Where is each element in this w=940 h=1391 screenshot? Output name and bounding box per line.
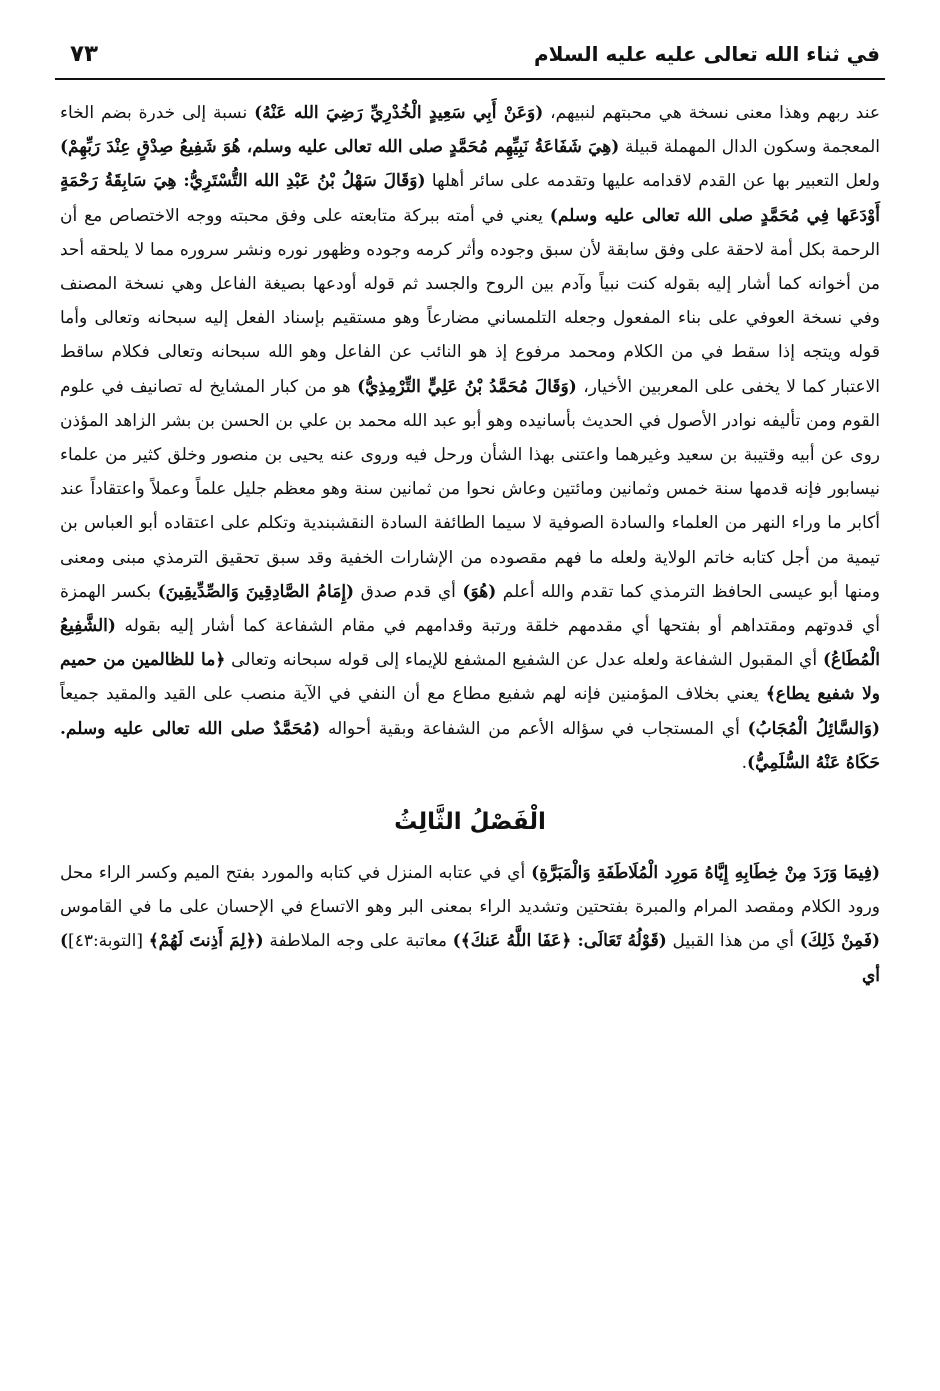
paragraph-1-bold-segment: (هِيَ شَفَاعَةُ نَبِيِّهِم مُحَمَّدٍ صلى الله تعالى عليه وسلم، هُوَ شَفِيعُ صِدْقٍ عِنْدَ رَبِّهِمْ) bbox=[60, 137, 620, 158]
paragraph-2-bold-segment: (فِيمَا وَرَدَ مِنْ خِطَابِهِ إِيَّاهُ مَورِد الْمُلَاطَفَةِ وَالْمَبَرَّةِ) bbox=[531, 863, 880, 884]
paragraph-1-segment: نسبة إلى خدرة بضم الخاء المعجمة وسكون الدال المهملة قبيلة bbox=[60, 103, 880, 158]
paragraph-2-segment: معاتبة على وجه الملاطفة bbox=[263, 931, 453, 952]
paragraph-1-segment: أي قدم صدق bbox=[354, 581, 463, 602]
page-number: ٧٣ bbox=[70, 41, 99, 67]
paragraph-1-bold-segment: ﴿ما للظالمين من حميم ولا شفيع يطاع﴾ bbox=[60, 650, 880, 705]
paragraph-2-bold-segment: (فَمِنْ ذَلِكَ) bbox=[799, 931, 881, 952]
paragraph-1-bold-segment: (وَقَالَ سَهْلُ بْنُ عَبْدِ الله التُّسْتَرِيُّ: هِيَ سَابِقَةُ رَحْمَةٍ أَوْدَعَها فِي مُحَمَّدٍ صلى الله تعالى عليه وسلم) bbox=[60, 171, 880, 226]
paragraph-1-bold-segment: (مُحَمَّدٌ صلى الله تعالى عليه وسلم. حَكَاهُ عَنْهُ السُّلَمِيُّ) bbox=[60, 718, 880, 773]
paragraph-1-bold-segment: (وَعَنْ أَبِي سَعِيدٍ الْخُدْرِيِّ رَضِيَ الله عَنْهُ) bbox=[254, 103, 544, 123]
paragraph-1-segment: أي المستجاب في سؤاله الأعم من الشفاعة وبقية أحواله bbox=[320, 718, 748, 739]
header-rule bbox=[55, 78, 885, 80]
paragraph-1 bbox=[60, 96, 880, 780]
paragraph-2-segment: [التوبة:٤٣] bbox=[68, 931, 149, 952]
running-title: في ثناء الله تعالى عليه عليه السلام bbox=[533, 42, 880, 66]
paragraph-1-segment: عند ربهم وهذا معنى نسخة هي محبتهم لنبيهم، bbox=[543, 103, 880, 123]
paragraph-1-bold-segment: (الشَّفِيعُ الْمُطَاعُ) bbox=[60, 616, 881, 671]
paragraph-1-bold-segment: (وَقَالَ مُحَمَّدُ بْنُ عَلِيٍّ التِّرْمِذِيُّ) bbox=[357, 376, 577, 397]
paragraph-2-bold-segment: (﴿لِمَ أَذِنتَ لَهُمْ﴾ bbox=[148, 931, 264, 952]
paragraph-2-segment: أي في عتابه المنزل في كتابه والمورد بفتح الميم وكسر الراء محل ورود الكلام ومقصد المرام والمبرة بفتحتين وتشديد الراء بمعنى البر وهو الاتساع في الإحسان على ما في القاموس bbox=[60, 863, 880, 918]
paragraph-1-segment: بكسر الهمزة أي قدوتهم ومقتداهم أو بفتحها أي مقدمهم خلقة ورتبة وقدامهم في مقام الشفاعة كما أشار إليه بقوله bbox=[60, 581, 880, 637]
body-text bbox=[60, 96, 880, 993]
running-header bbox=[60, 32, 880, 68]
paragraph-1-bold-segment: (وَالسَّائِلُ الْمُجَابُ) bbox=[747, 718, 880, 739]
paragraph-1-segment: أي المقبول الشفاعة ولعله عدل عن الشفيع المشفع للإيماء إلى قوله سبحانه وتعالى bbox=[225, 650, 823, 671]
section-heading: الْفَصْلُ الثَّالِثُ bbox=[394, 809, 546, 836]
paragraph-1-bold-segment: (إِمَامُ الصَّادِقِينَ وَالصِّدِّيقِينَ) bbox=[157, 581, 355, 602]
paragraph-1-segment: . bbox=[741, 752, 748, 773]
paragraph-1-segment: يعني في أمته ببركة متابعته على وفق محبته ووجه الاختصاص مع أن الرحمة بكل أمة لاحقة على وفق سابقة لأن سبق وجوده وأثر كرمه وجوده وظهور نوره ونشر سروره مما لا يلحقه أحد من أخوانه كما أشار إليه بقوله كنت نبياً وآدم بين الروح والجسد ثم قوله أودعها بصيغة الفاعل وهي نسخة المصنف وفي نسخة العوفي على بناء المفعول وجعله التلمساني مضارعاً وهو مستقيم بإسناد الفعل إليه سبحانه وتعالى وأما قوله ويتجه إذا سقط في من الكلام ومحمد مرفوع إذ هو النائب عن الفاعل وهو الله سبحانه وتعالى فكلام ساقط الاعتبار كما لا يخفى على المعربين الأخيار، bbox=[60, 205, 881, 397]
paragraph-1-segment: يعني بخلاف المؤمنين فإنه لهم شفيع مطاع مع أن النفي في الآية منصب على القيد والمقيد جميعاً bbox=[60, 684, 766, 705]
paragraph-2-bold-segment: ) أي bbox=[60, 931, 880, 986]
paragraph-2 bbox=[60, 856, 880, 993]
paragraph-1-bold-segment: (هُوَ) bbox=[462, 581, 497, 602]
paragraph-2-segment: أي من هذا القبيل bbox=[666, 931, 800, 952]
paragraph-2-bold-segment: (قَوْلُهُ تَعَالَى: ﴿عَفَا اللَّهُ عَنكَ﴾) bbox=[452, 931, 667, 952]
paragraph-1-segment: هو من كبار المشايخ له تصانيف في علوم القوم ومن تأليفه نوادر الأصول في الحديث بأسانيده وهو أبو عبد الله محمد بن علي بن الحسن بن بشر الزاهد المؤذن روى عن أبيه وقتيبة بن سعيد وغيرهما واعتنى بهذا الشأن ورحل فيه وروى عنه يحيى بن منصور وخلق كثير من علماء نيسابور فإنه قدمها سنة خمس وثمانين ومائتين وعاش نحوا من ثمانين سنة وهو معظم جليل علماً وعملاً واعتقاداً عند أكابر ما وراء النهر من العلماء والسادة الصوفية لا سيما الطائفة السادة النقشبندية وتكلم على اعتقاده أبو العباس بن تيمية من أجل كتابه خاتم الولاية ولعله ما فهم مقصوده من الإشارات الخفية وقد سبق تحقيق الترمذي مبنى ومعنى ومنها أبو عيسى الحافظ الترمذي كما تقدم والله أعلم bbox=[60, 376, 880, 602]
paragraph-1-segment: ولعل التعبير بها عن القدم لاقدامه عليها وتقدمه على سائر أهلها bbox=[425, 171, 880, 192]
